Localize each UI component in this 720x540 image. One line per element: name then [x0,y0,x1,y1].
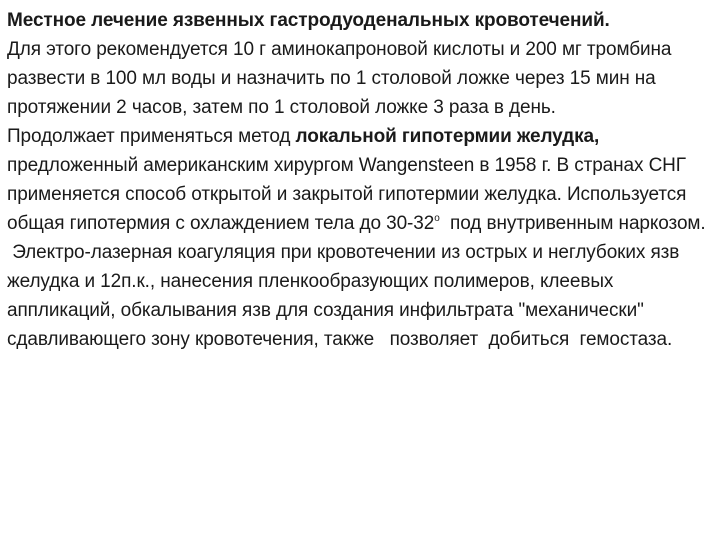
slide-heading: Местное лечение язвенных гастродуоденальных кровотечений. [7,10,610,31]
paragraph-hypothermia-end: под внутривенным наркозом. [439,213,706,234]
paragraph-hypothermia-body: предложенный американским хирургом Wangensteen в 1958 г. В странах СНГ применяется способ открытой и закрытой гипотермии желудка. Используется общая гипотермия с охлаждением тела до 30-32 [7,126,692,234]
paragraph-hypothermia [7,122,715,238]
degree-superscript: о [434,213,440,224]
slide-text-body [7,6,715,354]
paragraph-hypothermia-intro: Продолжает применяться метод [7,126,296,147]
paragraph-local-treatment: Для этого рекомендуется 10 г аминокапроновой кислоты и 200 мг тромбина развести в 100 мл воды и назначить по 1 столовой ложке через 15 мин на протяжении 2 часов, затем по 1 столовой ложке 3 раза в день. [7,39,672,118]
paragraph-coagulation: Электро-лазерная коагуляция при кровотечении из острых и неглубоких язв желудка и 12п.к., нанесения пленкообразующих полимеров, клеевых аппликаций, обкалывания язв для создания инфильтрата "механически" сдавливающего зону кровотечения, также позволяет добиться гемостаза. [7,242,685,350]
hypothermia-method-bold: локальной гипотермии желудка, [295,126,600,147]
